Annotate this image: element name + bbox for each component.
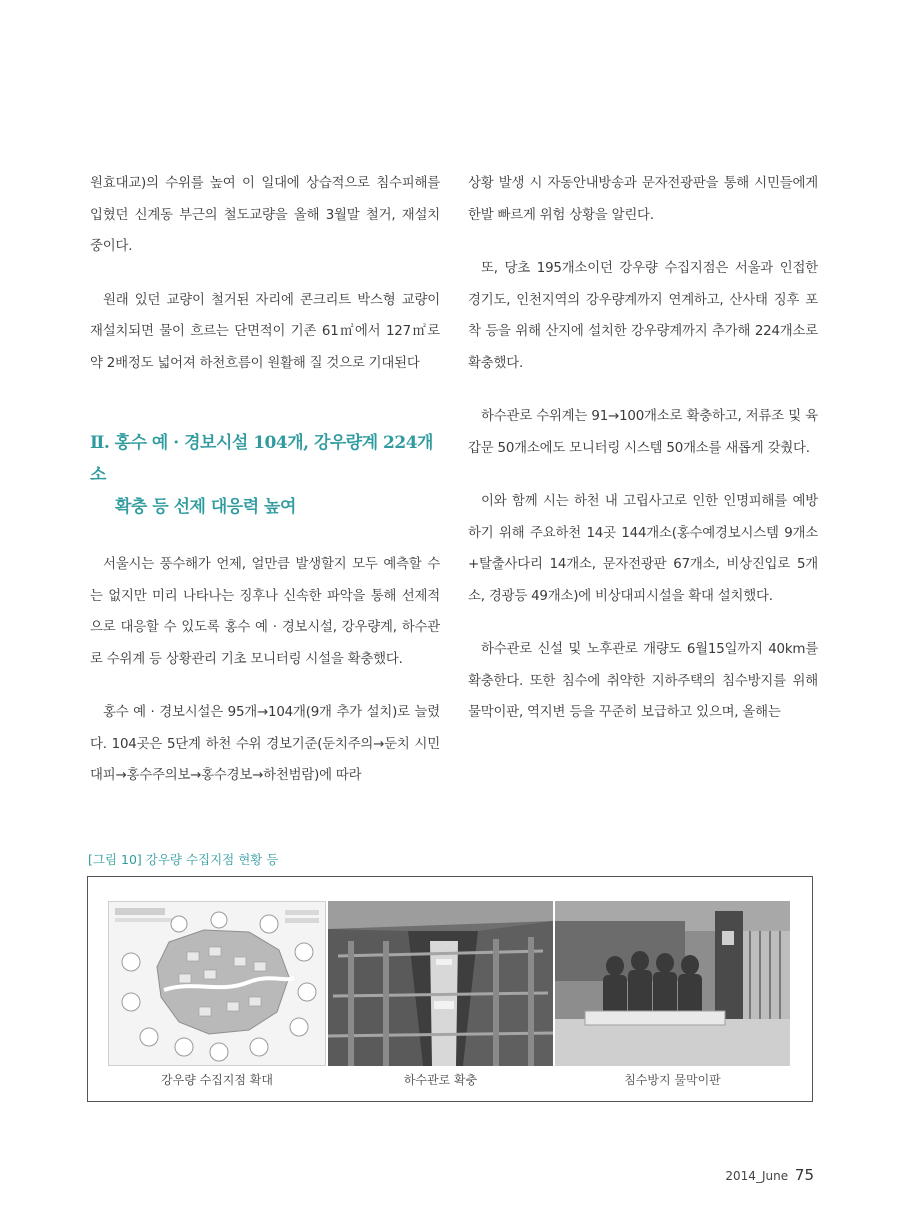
paragraph: 또, 당초 195개소이던 강우량 수집지점은 서울과 인접한 경기도, 인천지역의 강우량계까지 연계하고, 산사태 징후 포착 등을 위해 산지에 설치한 강우량계까지 추가해 224개소로 확충했다.: [468, 261, 818, 371]
right-column: [468, 168, 818, 729]
section-heading-line2: 확충 등 선제 대응력 높여: [115, 497, 296, 517]
page-number: 75: [794, 1166, 814, 1184]
page-footer: [725, 1166, 814, 1184]
photo-caption: 하수관로 확충: [403, 1073, 478, 1087]
photo-caption: 침수방지 물막이판: [624, 1073, 721, 1087]
paragraph: 서울시는 풍수해가 언제, 얼만큼 발생할지 모두 예측할 수는 없지만 미리 나타나는 징후나 신속한 파악을 통해 선제적으로 대응할 수 있도록 홍수 예 · 경보시설, 강우량계, 하수관로 수위계 등 상황관리 기초 모니터링 시설을 확충했다.: [90, 557, 440, 667]
section-heading: [90, 427, 440, 523]
issue-label: 2014_June: [725, 1169, 789, 1183]
paragraph: 하수관로 수위계는 91→100개소로 확충하고, 저류조 및 육갑문 50개소에도 모니터링 시스템 50개소를 새롭게 갖췄다.: [468, 409, 818, 456]
figure-box: [87, 876, 813, 1102]
paragraph: 홍수 예 · 경보시설은 95개→104개(9개 추가 설치)로 늘렸다. 104곳은 5단계 하천 수위 경보기준(둔치주의→둔치 시민대피→홍수주의보→홍수경보→하천범람)에 따라: [90, 705, 440, 783]
sewer-construction-photo: [328, 901, 553, 1066]
paragraph: 상황 발생 시 자동안내방송과 문자전광판을 통해 시민들에게 한발 빠르게 위험 상황을 알린다.: [468, 176, 818, 223]
paragraph: 원효대교)의 수위를 높여 이 일대에 상습적으로 침수피해를 입혔던 신계동 부근의 철도교량을 올해 3월말 철거, 재설치 중이다.: [90, 176, 440, 254]
paragraph: 이와 함께 시는 하천 내 고립사고로 인한 인명피해를 예방하기 위해 주요하천 14곳 144개소(홍수예경보시스템 9개소+탈출사다리 14개소, 문자전광판 67개소, 비상진입로 5개소, 경광등 49개소)에 비상대피시설을 확대 설치했다.: [468, 494, 818, 604]
paragraph: 하수관로 신설 및 노후관로 개량도 6월15일까지 40km를 확충한다. 또한 침수에 취약한 지하주택의 침수방지를 위해 물막이판, 역지변 등을 꾸준히 보급하고 있으며, 올해는: [468, 642, 818, 720]
paragraph: 원래 있던 교량이 철거된 자리에 콘크리트 박스형 교량이 재설치되면 물이 흐르는 단면적이 기존 61㎡에서 127㎡로 약 2배정도 넓어져 하천흐름이 원활해 질 것으로 기대된다: [90, 292, 440, 371]
figure-caption: [그림 10] 강우량 수집지점 현황 등: [88, 852, 279, 867]
left-column: [90, 168, 440, 792]
rainfall-map-image: [108, 901, 326, 1066]
section-heading-line1: Ⅱ. 홍수 예 · 경보시설 104개, 강우량계 224개소: [90, 433, 433, 485]
flood-barrier-photo: [555, 901, 790, 1066]
photo-caption: 강우량 수집지점 확대: [161, 1073, 273, 1087]
